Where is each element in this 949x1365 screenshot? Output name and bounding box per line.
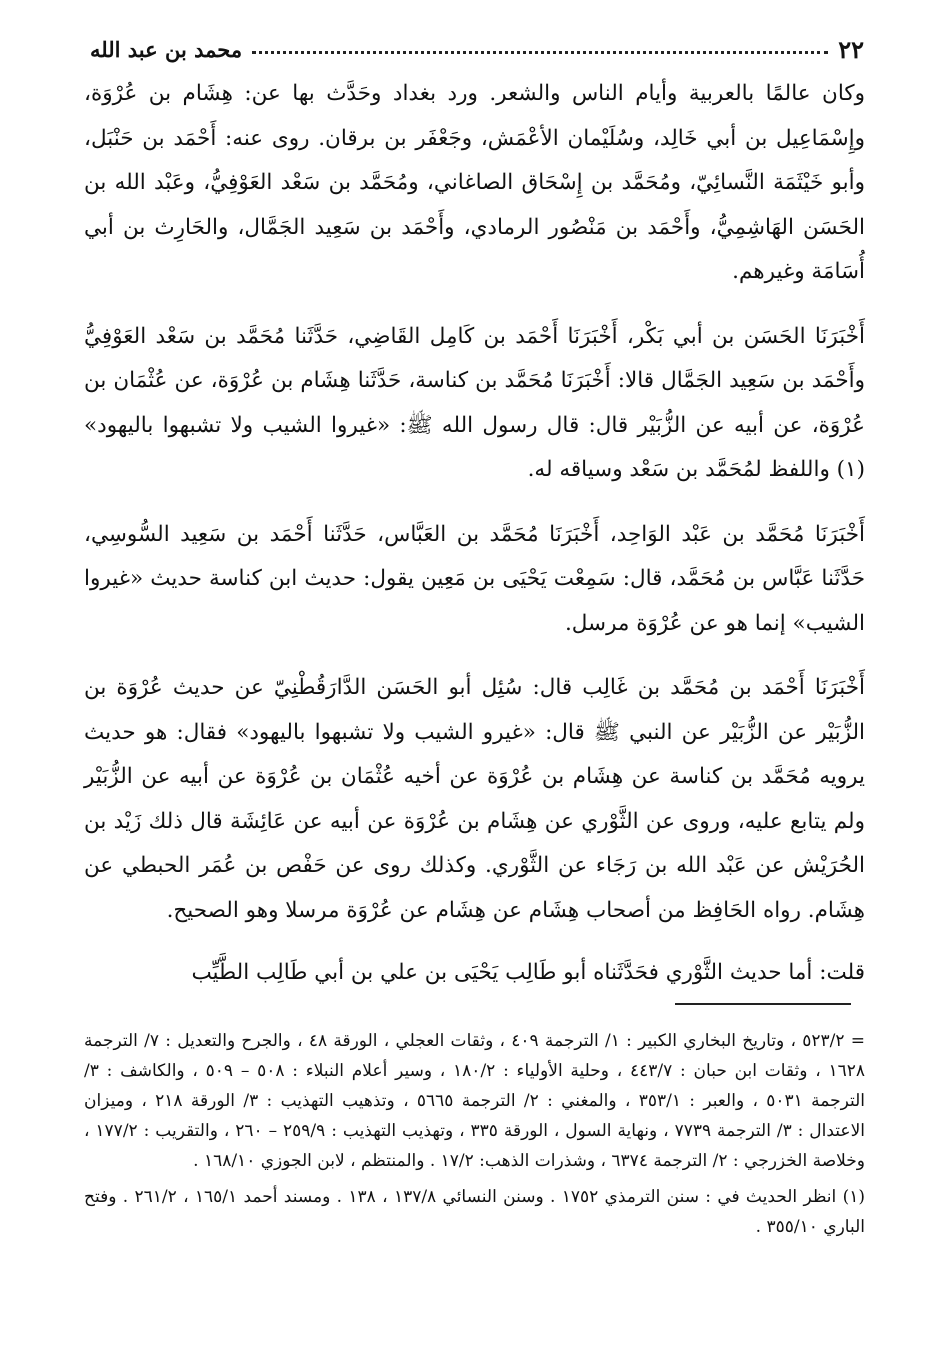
running-title: محمد بن عبد الله [90,36,243,62]
footnote-separator [675,1003,851,1005]
paragraph-author-note: قلت: أما حديث الثَّوْري فحَدَّثَناه أبو طَالِب يَحْيَى بن علي بن أبي طَالِب الطَّيِّب [191,960,865,985]
footnote-1: (١) انظر الحديث في : سنن الترمذي ١٧٥٢ . وسنن النسائي ١٣٧/٨ ، ١٣٨ . ومسند أحمد ١٦٥/١ ، ٢٦١/٢ . وفتح الباري ٣٥٥/١٠ . [84,1187,865,1237]
main-text [84,72,865,996]
footnote-continuation: = ٥٢٣/٢ ، وتاريخ البخاري الكبير : ١/ الترجمة ٤٠٩ ، وثقات العجلي ، الورقة ٤٨ ، والجرح والتعديل : ٧/ الترجمة ١٦٢٨ ، وثقات ابن حبان : ٤٤٣/٧ ، وحلية الأولياء : ١٨٠/٢ ، وسير أعلام النبلاء : ٥٠٨ – ٥٠٩ ، والكاشف : ٣/ الترجمة ٥٠٣١ ، والعبر : ٣٥٣/١ ، والمغني : ٢/ الترجمة ٥٦٦٥ ، وتذهيب التهذيب : ٣/ الورقة ٢١٨ ، وميزان الاعتدال : ٣/ الترجمة ٧٧٣٩ ، ونهاية السول ، الورقة ٣٣٥ ، وتهذيب التهذيب : ٢٥٩/٩ – ٢٦٠ ، والتقريب : ١٧٧/٢ ، وخلاصة الخزرجي : ٢/ الترجمة ٦٣٧٤ ، وشذرات الذهب: ١٧/٢ . والمنتظم ، لابن الجوزي ١٦٨/١٠ . [84,1031,866,1171]
paragraph-daraqutni: أَخْبَرَنَا أَحْمَد بن مُحَمَّد بن غَالِب قال: سُئِل أبو الحَسَن الدَّارَقُطْنِيّ عن حديث عُرْوَة بن الزُّبَيْر عن الزُّبَيْر عن النبي ﷺ قال: «غيرو الشيب ولا تشبهوا باليهود» فقال: هو حديث يرويه مُحَمَّد بن كناسة عن هِشَام بن عُرْوَة عن أخيه عُثْمَان بن عُرْوَة عن أبيه عن الزُّبَيْر ولم يتابع عليه، وروى عن الثَّوْري عن هِشَام بن عُرْوَة عن أبيه عن عَائِشَة قال ذلك زَيْد بن الحُرَيْش عن عَبْد الله بن رَجَاء عن الثَّوْري. وكذلك روى عن حَفْص بن عُمَر الحبطي عن هِشَام. رواه الحَافِظ من أصحاب هِشَام عن هِشَام عن عُرْوَة مرسلا وهو الصحيح. [84,675,865,923]
header-dotted-leader [252,51,828,54]
paragraph-ibn-maeen: أَخْبَرَنَا مُحَمَّد بن عَبْد الوَاحِد، أَخْبَرَنَا مُحَمَّد بن العَبَّاس، حَدَّثَنا أَحْمَد بن سَعِيد السُّوسِي، حَدَّثَنا عَبَّاس بن مُحَمَّد، قال: سَمِعْت يَحْيَى بن مَعِين يقول: حديث ابن كناسة حديث «غيروا الشيب» إنما هو عن عُرْوَة مرسل. [84,521,865,636]
paragraph-hadith-isnad: أَخْبَرَنَا الحَسَن بن أبي بَكْر، أَخْبَرَنَا أَحْمَد بن كَامِل القَاضِي، حَدَّثَنا مُحَمَّد بن سَعْد العَوْفِيُّ وأَحْمَد بن سَعِيد الجَمَّال قالا: أَخْبَرَنَا مُحَمَّد بن كناسة، حَدَّثَنا هِشَام بن عُرْوَة، عن عُثْمَان بن عُرْوَة، عن أبيه عن الزُّبَيْر قال: قال رسول الله ﷺ: «غيروا الشيب ولا تشبهوا باليهود» (١) واللفظ لمُحَمَّد بن سَعْد وسياقه له. [84,323,865,482]
footnotes [84,1026,865,1242]
page-number: ٢٢ [838,34,864,64]
page-header [90,32,864,66]
paragraph-biography: وكان عالمًا بالعربية وأيام الناس والشعر. ورد بغداد وحَدَّث بها عن: هِشَام بن عُرْوَة، وإِسْمَاعِيل بن أبي خَالِد، وسُلَيْمان الأعْمَش، وجَعْفَر بن برقان. روى عنه: أَحْمَد بن حَنْبَل، وأبو خَيْثَمَة النَّسائِيّ، ومُحَمَّد بن إِسْحَاق الصاغاني، ومُحَمَّد بن سَعْد العَوْفِيُّ، وعَبْد الله بن الحَسَن الهَاشِمِيُّ، وأَحْمَد بن مَنْصُور الرمادي، وأَحْمَد بن سَعِيد الجَمَّال، والحَارِث بن أبي أُسَامَة وغيرهم. [84,81,865,284]
